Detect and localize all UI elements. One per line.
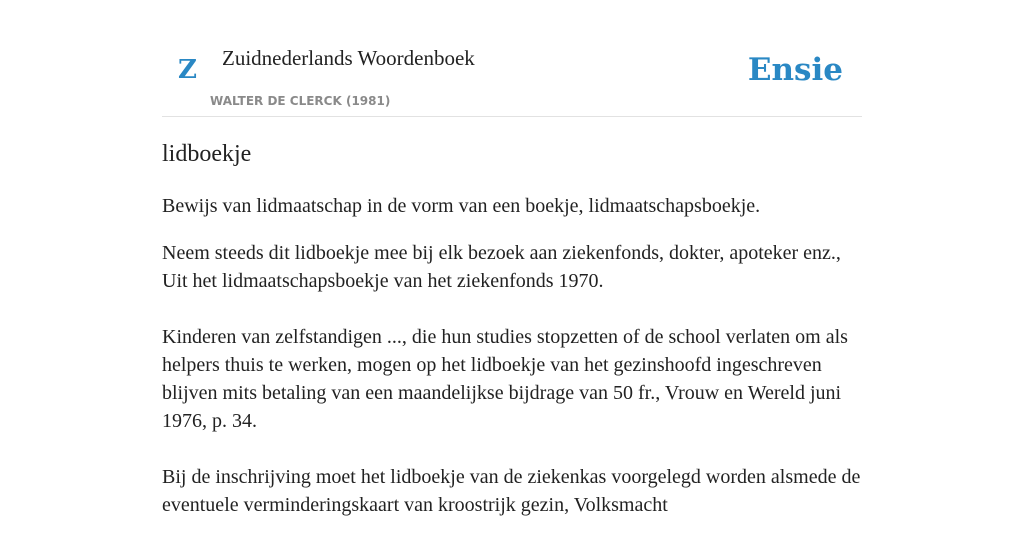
dictionary-header: [162, 0, 862, 117]
page-container: [162, 0, 862, 516]
ensie-logo[interactable]: Ensie: [747, 52, 843, 88]
example-quote: Kinderen van zelfstandigen ..., die hun studies stopzetten of de school verlaten om als helpers thuis te werken, mogen op het lidboekje van het gezinshoofd ingeschreven blijven mits betaling van een maandelijkse bijdrage van 50 fr., Vrouw en Wereld juni 1976, p. 34.: [162, 326, 848, 432]
entry-headword: lidboekje: [162, 141, 252, 167]
example-quote: Bij de inschrijving moet het lidboekje van de ziekenkas voorgelegd worden alsmede de eventuele verminderingskaart van kroostrijk gezin, Volksmacht: [162, 466, 861, 516]
example-quote: Neem steeds dit lidboekje mee bij elk bezoek aan ziekenfonds, dokter, apoteker enz., Uit het lidmaatschapsboekje van het ziekenfonds 1970.: [162, 242, 841, 292]
dictionary-logo[interactable]: Z: [178, 55, 197, 85]
dictionary-title[interactable]: Zuidnederlands Woordenboek: [222, 46, 475, 70]
entry-examples: [162, 239, 862, 547]
dictionary-author: WALTER DE CLERCK (1981): [210, 94, 391, 108]
entry-definition: Bewijs van lidmaatschap in de vorm van een boekje, lidmaatschapsboekje.: [162, 195, 761, 217]
